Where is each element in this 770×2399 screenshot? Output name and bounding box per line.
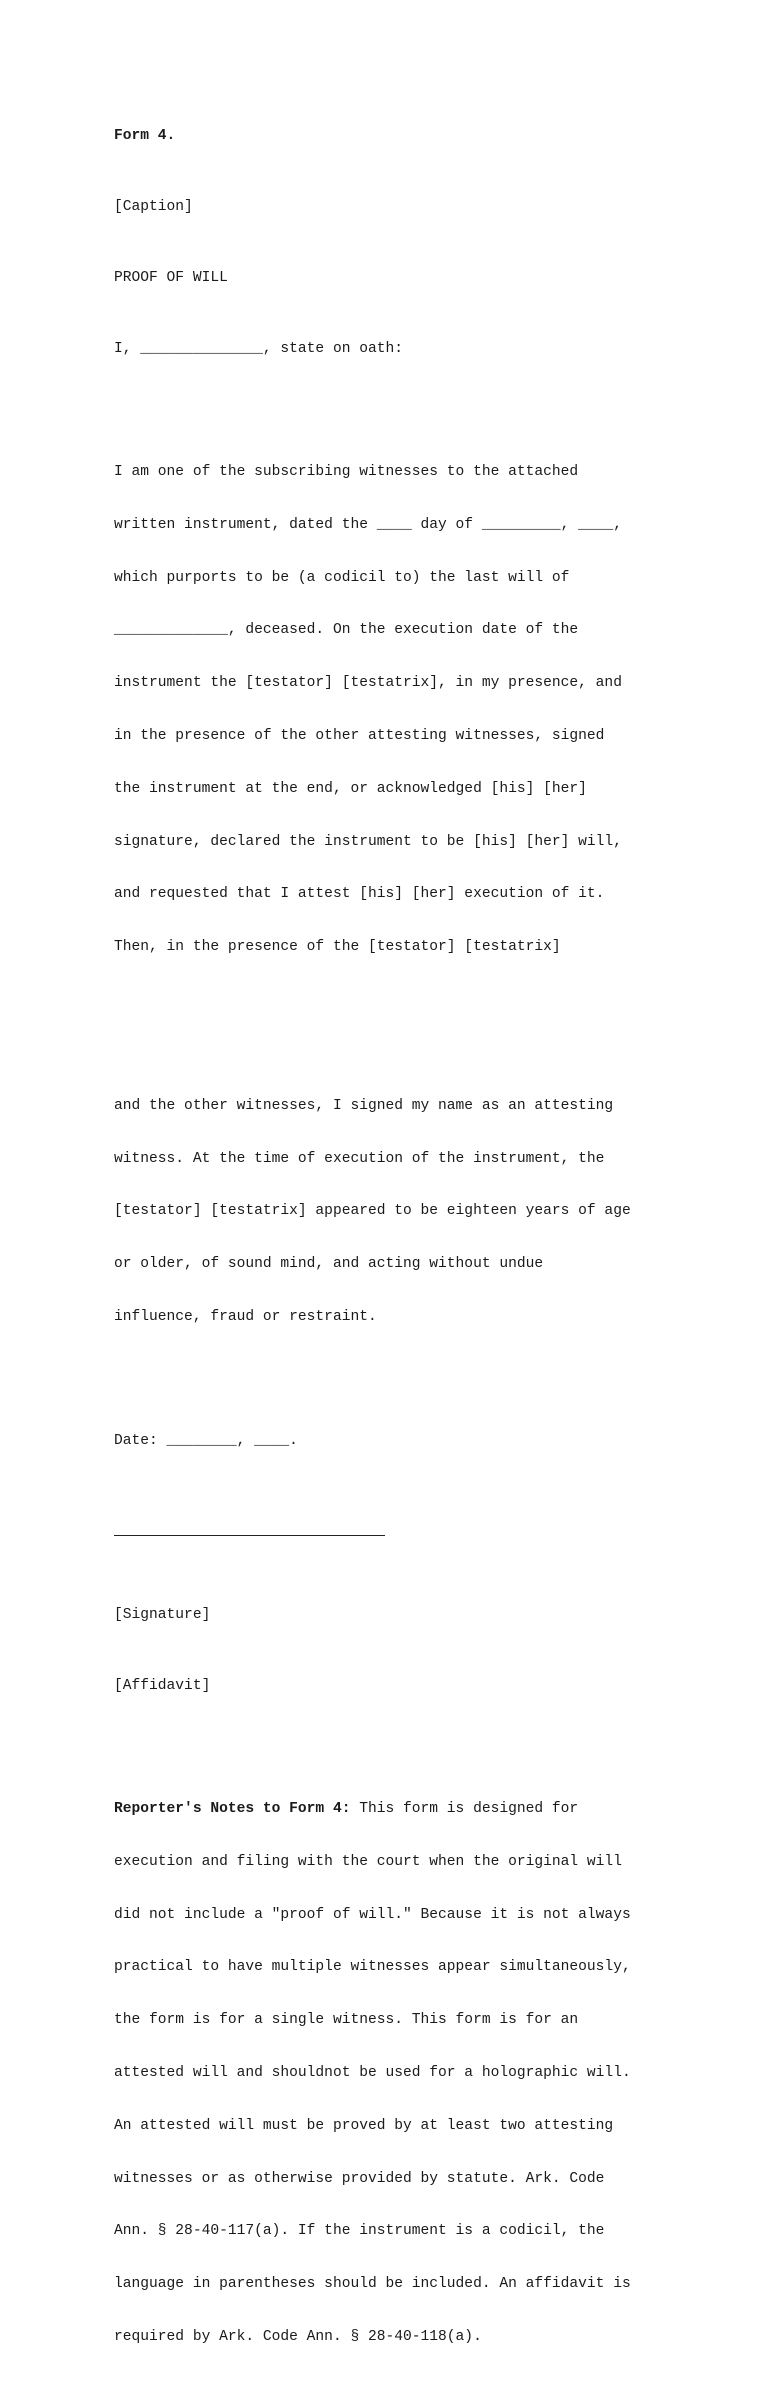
paragraph-line: and requested that I attest [his] [her] execution of it. xyxy=(114,886,605,903)
document-title: PROOF OF WILL xyxy=(114,269,228,286)
notes-line: An attested will must be proved by at least two attesting xyxy=(114,2117,614,2134)
paragraph-line: Then, in the presence of the [testator] [testatrix] xyxy=(114,939,561,956)
reporters-notes xyxy=(114,1766,674,2382)
paragraph-line: _____________, deceased. On the execution date of the xyxy=(114,622,579,639)
notes-line: Ann. § 28-40-117(a). If the instrument is a codicil, the xyxy=(114,2223,605,2240)
signature-line xyxy=(114,1535,385,1536)
form-heading: Form 4. xyxy=(114,128,176,145)
paragraph-line: signature, declared the instrument to be [his] [her] will, xyxy=(114,833,622,850)
notes-line: practical to have multiple witnesses appear simultaneously, xyxy=(114,1959,631,1976)
paragraph-line: [testator] [testatrix] appeared to be eighteen years of age xyxy=(114,1203,631,1220)
paragraph-line: in the presence of the other attesting witnesses, signed xyxy=(114,728,605,744)
notes-line: execution and filing with the court when the original will xyxy=(114,1853,622,1870)
paragraph-line: or older, of sound mind, and acting without undue xyxy=(114,1256,544,1273)
paragraph-line: the instrument at the end, or acknowledged [his] [her] xyxy=(114,780,587,797)
paragraph-line: and the other witnesses, I signed my name as an attesting xyxy=(114,1097,614,1114)
notes-first-line-text: This form is designed for xyxy=(350,1801,579,1818)
caption-placeholder: [Caption] xyxy=(114,198,193,215)
notes-line: did not include a "proof of will." Because it is not always xyxy=(114,1906,631,1923)
document-page xyxy=(114,93,674,2399)
notes-line: language in parentheses should be included. An affidavit is xyxy=(114,2276,631,2293)
notes-line: required by Ark. Code Ann. § 28-40-118(a). xyxy=(114,2328,482,2345)
notes-label: Reporter's Notes to Form 4: xyxy=(114,1801,351,1818)
notes-line: witnesses or as otherwise provided by statute. Ark. Code xyxy=(114,2170,605,2187)
signature-placeholder: [Signature] xyxy=(114,1606,211,1623)
notes-first-line xyxy=(114,1801,674,1819)
paragraph-line: instrument the [testator] [testatrix], in my presence, and xyxy=(114,675,622,692)
oath-statement: I, ______________, state on oath: xyxy=(114,340,404,357)
paragraph-line: written instrument, dated the ____ day of _________, ____, xyxy=(114,516,622,533)
notes-line: the form is for a single witness. This form is for an xyxy=(114,2012,579,2029)
witness-paragraph-1 xyxy=(114,429,674,992)
paragraph-line: which purports to be (a codicil to) the last will of xyxy=(114,569,570,586)
notes-line: attested will and shouldnot be used for a holographic will. xyxy=(114,2064,631,2081)
paragraph-line: I am one of the subscribing witnesses to the attached xyxy=(114,464,579,481)
date-line: Date: ________, ____. xyxy=(114,1432,298,1449)
paragraph-line: witness. At the time of execution of the instrument, the xyxy=(114,1150,605,1167)
affidavit-placeholder: [Affidavit] xyxy=(114,1677,211,1694)
paragraph-line: influence, fraud or restraint. xyxy=(114,1309,377,1325)
witness-paragraph-2 xyxy=(114,1063,674,1362)
